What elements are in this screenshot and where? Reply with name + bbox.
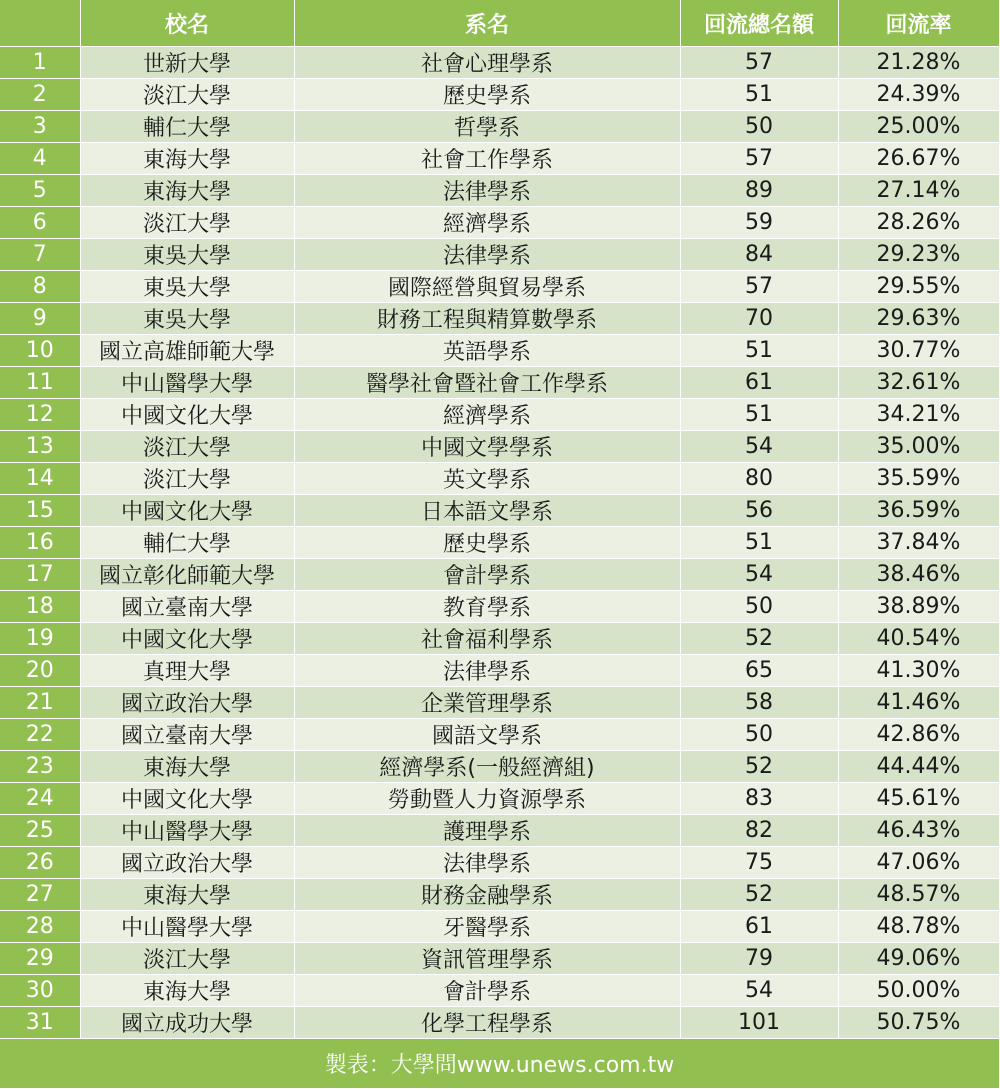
cell-rank: 20 bbox=[0, 655, 80, 687]
cell-rank: 14 bbox=[0, 463, 80, 495]
cell-count: 80 bbox=[680, 463, 838, 495]
table-row bbox=[0, 79, 999, 111]
cell-count: 61 bbox=[680, 367, 838, 399]
cell-count: 89 bbox=[680, 175, 838, 207]
cell-school: 淡江大學 bbox=[80, 943, 294, 975]
cell-count: 79 bbox=[680, 943, 838, 975]
cell-count: 65 bbox=[680, 655, 838, 687]
cell-school: 中山醫學大學 bbox=[80, 367, 294, 399]
cell-dept: 企業管理學系 bbox=[294, 687, 680, 719]
cell-rate: 50.75% bbox=[838, 1007, 999, 1039]
cell-dept: 財務工程與精算數學系 bbox=[294, 303, 680, 335]
table-row bbox=[0, 335, 999, 367]
cell-rank: 17 bbox=[0, 559, 80, 591]
cell-dept: 歷史學系 bbox=[294, 527, 680, 559]
cell-school: 東海大學 bbox=[80, 975, 294, 1007]
cell-dept: 經濟學系 bbox=[294, 399, 680, 431]
cell-school: 東吳大學 bbox=[80, 303, 294, 335]
table-row bbox=[0, 559, 999, 591]
cell-dept: 資訊管理學系 bbox=[294, 943, 680, 975]
cell-count: 52 bbox=[680, 751, 838, 783]
cell-school: 東海大學 bbox=[80, 143, 294, 175]
table-row bbox=[0, 47, 999, 79]
cell-dept: 中國文學學系 bbox=[294, 431, 680, 463]
cell-school: 輔仁大學 bbox=[80, 527, 294, 559]
table-row bbox=[0, 399, 999, 431]
cell-rank: 24 bbox=[0, 783, 80, 815]
cell-count: 51 bbox=[680, 399, 838, 431]
cell-rank: 1 bbox=[0, 47, 80, 79]
table-row bbox=[0, 623, 999, 655]
table-row bbox=[0, 207, 999, 239]
cell-count: 50 bbox=[680, 719, 838, 751]
cell-count: 70 bbox=[680, 303, 838, 335]
cell-school: 國立政治大學 bbox=[80, 687, 294, 719]
cell-count: 51 bbox=[680, 79, 838, 111]
cell-dept: 經濟學系(一般經濟組) bbox=[294, 751, 680, 783]
cell-rate: 40.54% bbox=[838, 623, 999, 655]
cell-dept: 醫學社會暨社會工作學系 bbox=[294, 367, 680, 399]
cell-school: 東吳大學 bbox=[80, 271, 294, 303]
cell-rank: 29 bbox=[0, 943, 80, 975]
cell-school: 淡江大學 bbox=[80, 79, 294, 111]
cell-rate: 37.84% bbox=[838, 527, 999, 559]
cell-dept: 牙醫學系 bbox=[294, 911, 680, 943]
cell-school: 淡江大學 bbox=[80, 207, 294, 239]
cell-school: 淡江大學 bbox=[80, 463, 294, 495]
cell-dept: 經濟學系 bbox=[294, 207, 680, 239]
cell-count: 51 bbox=[680, 335, 838, 367]
cell-dept: 化學工程學系 bbox=[294, 1007, 680, 1039]
cell-school: 淡江大學 bbox=[80, 431, 294, 463]
cell-rate: 29.23% bbox=[838, 239, 999, 271]
table-row bbox=[0, 687, 999, 719]
cell-count: 82 bbox=[680, 815, 838, 847]
cell-dept: 財務金融學系 bbox=[294, 879, 680, 911]
cell-dept: 會計學系 bbox=[294, 559, 680, 591]
table-row bbox=[0, 655, 999, 687]
table-row bbox=[0, 847, 999, 879]
header-count: 回流總名額 bbox=[680, 0, 838, 47]
cell-dept: 社會工作學系 bbox=[294, 143, 680, 175]
cell-rank: 10 bbox=[0, 335, 80, 367]
cell-rank: 9 bbox=[0, 303, 80, 335]
cell-count: 56 bbox=[680, 495, 838, 527]
cell-rank: 31 bbox=[0, 1007, 80, 1039]
table-row bbox=[0, 975, 999, 1007]
cell-rank: 12 bbox=[0, 399, 80, 431]
table-header-row bbox=[0, 0, 999, 47]
cell-dept: 歷史學系 bbox=[294, 79, 680, 111]
cell-rank: 21 bbox=[0, 687, 80, 719]
table-row bbox=[0, 239, 999, 271]
cell-count: 54 bbox=[680, 431, 838, 463]
table-row bbox=[0, 111, 999, 143]
cell-rate: 24.39% bbox=[838, 79, 999, 111]
cell-dept: 哲學系 bbox=[294, 111, 680, 143]
table-row bbox=[0, 271, 999, 303]
cell-rate: 42.86% bbox=[838, 719, 999, 751]
cell-rank: 30 bbox=[0, 975, 80, 1007]
cell-rank: 25 bbox=[0, 815, 80, 847]
cell-count: 101 bbox=[680, 1007, 838, 1039]
table-row bbox=[0, 495, 999, 527]
cell-count: 57 bbox=[680, 143, 838, 175]
cell-school: 國立臺南大學 bbox=[80, 719, 294, 751]
cell-school: 世新大學 bbox=[80, 47, 294, 79]
cell-count: 51 bbox=[680, 527, 838, 559]
cell-rate: 35.00% bbox=[838, 431, 999, 463]
cell-school: 中國文化大學 bbox=[80, 623, 294, 655]
cell-rate: 29.63% bbox=[838, 303, 999, 335]
cell-count: 50 bbox=[680, 591, 838, 623]
table-row bbox=[0, 591, 999, 623]
cell-count: 59 bbox=[680, 207, 838, 239]
cell-rate: 21.28% bbox=[838, 47, 999, 79]
cell-count: 54 bbox=[680, 975, 838, 1007]
cell-count: 57 bbox=[680, 271, 838, 303]
cell-count: 61 bbox=[680, 911, 838, 943]
cell-rate: 25.00% bbox=[838, 111, 999, 143]
cell-school: 國立高雄師範大學 bbox=[80, 335, 294, 367]
cell-rank: 22 bbox=[0, 719, 80, 751]
cell-rate: 41.30% bbox=[838, 655, 999, 687]
cell-rate: 41.46% bbox=[838, 687, 999, 719]
cell-dept: 教育學系 bbox=[294, 591, 680, 623]
cell-school: 國立政治大學 bbox=[80, 847, 294, 879]
cell-rank: 19 bbox=[0, 623, 80, 655]
cell-school: 東海大學 bbox=[80, 175, 294, 207]
cell-count: 84 bbox=[680, 239, 838, 271]
cell-rate: 26.67% bbox=[838, 143, 999, 175]
table-row bbox=[0, 879, 999, 911]
cell-rank: 13 bbox=[0, 431, 80, 463]
cell-rank: 23 bbox=[0, 751, 80, 783]
cell-dept: 社會心理學系 bbox=[294, 47, 680, 79]
cell-school: 國立彰化師範大學 bbox=[80, 559, 294, 591]
table-row bbox=[0, 175, 999, 207]
cell-school: 國立臺南大學 bbox=[80, 591, 294, 623]
cell-rank: 4 bbox=[0, 143, 80, 175]
header-dept: 系名 bbox=[294, 0, 680, 47]
table-body bbox=[0, 47, 999, 1039]
cell-rate: 38.46% bbox=[838, 559, 999, 591]
cell-dept: 英語學系 bbox=[294, 335, 680, 367]
cell-rate: 30.77% bbox=[838, 335, 999, 367]
cell-school: 真理大學 bbox=[80, 655, 294, 687]
cell-school: 中國文化大學 bbox=[80, 399, 294, 431]
cell-count: 54 bbox=[680, 559, 838, 591]
cell-school: 東海大學 bbox=[80, 879, 294, 911]
cell-rate: 36.59% bbox=[838, 495, 999, 527]
header-rate: 回流率 bbox=[838, 0, 999, 47]
cell-count: 50 bbox=[680, 111, 838, 143]
cell-dept: 護理學系 bbox=[294, 815, 680, 847]
cell-rank: 2 bbox=[0, 79, 80, 111]
cell-rate: 50.00% bbox=[838, 975, 999, 1007]
table-row bbox=[0, 1007, 999, 1039]
table-row bbox=[0, 719, 999, 751]
table-row bbox=[0, 431, 999, 463]
cell-school: 輔仁大學 bbox=[80, 111, 294, 143]
cell-rate: 44.44% bbox=[838, 751, 999, 783]
cell-rank: 18 bbox=[0, 591, 80, 623]
table-row bbox=[0, 367, 999, 399]
cell-count: 52 bbox=[680, 623, 838, 655]
cell-count: 52 bbox=[680, 879, 838, 911]
table-row bbox=[0, 943, 999, 975]
cell-dept: 法律學系 bbox=[294, 847, 680, 879]
cell-dept: 國際經營與貿易學系 bbox=[294, 271, 680, 303]
cell-rank: 28 bbox=[0, 911, 80, 943]
cell-rank: 7 bbox=[0, 239, 80, 271]
cell-dept: 法律學系 bbox=[294, 239, 680, 271]
cell-rate: 35.59% bbox=[838, 463, 999, 495]
table-row bbox=[0, 463, 999, 495]
cell-rate: 34.21% bbox=[838, 399, 999, 431]
cell-rank: 16 bbox=[0, 527, 80, 559]
cell-rate: 27.14% bbox=[838, 175, 999, 207]
cell-rank: 27 bbox=[0, 879, 80, 911]
cell-dept: 英文學系 bbox=[294, 463, 680, 495]
table-row bbox=[0, 751, 999, 783]
cell-school: 中國文化大學 bbox=[80, 783, 294, 815]
cell-rate: 45.61% bbox=[838, 783, 999, 815]
cell-dept: 日本語文學系 bbox=[294, 495, 680, 527]
cell-school: 中山醫學大學 bbox=[80, 815, 294, 847]
cell-rank: 8 bbox=[0, 271, 80, 303]
cell-count: 57 bbox=[680, 47, 838, 79]
table-row bbox=[0, 911, 999, 943]
table-row bbox=[0, 143, 999, 175]
cell-school: 中國文化大學 bbox=[80, 495, 294, 527]
footer-credit: 製表：大學問www.unews.com.tw bbox=[0, 1039, 999, 1089]
cell-dept: 法律學系 bbox=[294, 655, 680, 687]
cell-rate: 49.06% bbox=[838, 943, 999, 975]
cell-rate: 28.26% bbox=[838, 207, 999, 239]
cell-rank: 6 bbox=[0, 207, 80, 239]
header-school: 校名 bbox=[80, 0, 294, 47]
cell-count: 83 bbox=[680, 783, 838, 815]
cell-school: 中山醫學大學 bbox=[80, 911, 294, 943]
cell-dept: 國語文學系 bbox=[294, 719, 680, 751]
cell-dept: 會計學系 bbox=[294, 975, 680, 1007]
cell-dept: 法律學系 bbox=[294, 175, 680, 207]
cell-school: 國立成功大學 bbox=[80, 1007, 294, 1039]
cell-rate: 29.55% bbox=[838, 271, 999, 303]
cell-rank: 11 bbox=[0, 367, 80, 399]
cell-rate: 38.89% bbox=[838, 591, 999, 623]
cell-rate: 32.61% bbox=[838, 367, 999, 399]
cell-dept: 社會福利學系 bbox=[294, 623, 680, 655]
cell-school: 東海大學 bbox=[80, 751, 294, 783]
cell-count: 75 bbox=[680, 847, 838, 879]
cell-school: 東吳大學 bbox=[80, 239, 294, 271]
cell-rank: 26 bbox=[0, 847, 80, 879]
cell-dept: 勞動暨人力資源學系 bbox=[294, 783, 680, 815]
table-row bbox=[0, 815, 999, 847]
cell-rate: 48.78% bbox=[838, 911, 999, 943]
cell-rate: 47.06% bbox=[838, 847, 999, 879]
footer-row bbox=[0, 1039, 999, 1089]
table-row bbox=[0, 527, 999, 559]
header-rank bbox=[0, 0, 80, 47]
table-row bbox=[0, 303, 999, 335]
cell-rank: 3 bbox=[0, 111, 80, 143]
cell-rate: 46.43% bbox=[838, 815, 999, 847]
table-row bbox=[0, 783, 999, 815]
cell-rank: 5 bbox=[0, 175, 80, 207]
cell-count: 58 bbox=[680, 687, 838, 719]
cell-rank: 15 bbox=[0, 495, 80, 527]
cell-rate: 48.57% bbox=[838, 879, 999, 911]
